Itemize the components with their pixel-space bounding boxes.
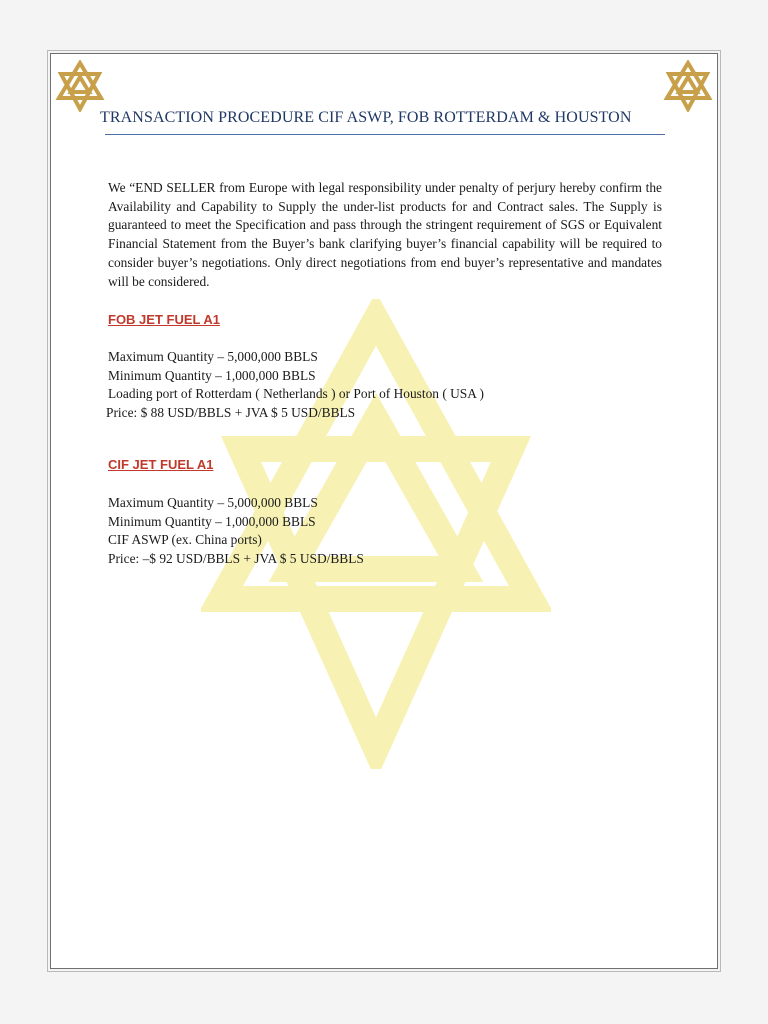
- detail-line: Price: $ 88 USD/BBLS + JVA $ 5 USD/BBLS: [106, 404, 356, 420]
- title-divider: [105, 134, 665, 135]
- detail-line: Minimum Quantity – 1,000,000 BBLS: [108, 367, 316, 383]
- section-details-fob: [108, 348, 484, 422]
- section-details-cif: [108, 494, 364, 568]
- detail-line: CIF ASWP (ex. China ports): [108, 532, 262, 548]
- detail-line: Loading port of Rotterdam ( Netherlands ) or Port of Houston ( USA ): [108, 386, 484, 402]
- detail-line: Minimum Quantity – 1,000,000 BBLS: [108, 513, 316, 529]
- page-title: TRANSACTION PROCEDURE CIF ASWP, FOB ROTTERDAM & HOUSTON: [100, 109, 632, 126]
- intro-paragraph: We “END SELLER from Europe with legal responsibility under penalty of perjury hereby confirm the Availability and Capability to Supply the under-list products for and Contract sales. The Supply is guaranteed to meet the Specification and pass through the stringent requirement of SGS or Equivalent Financial Statement from the Buyer’s bank clarifying buyer’s financial capability will be required to consider buyer’s negotiations. Only direct negotiations from end buyer’s representative and mandates will be considered.: [108, 180, 662, 289]
- gold-triangle-logo-icon: [55, 60, 105, 112]
- gold-triangle-logo-icon: [663, 60, 713, 112]
- detail-line: Maximum Quantity – 5,000,000 BBLS: [108, 349, 318, 364]
- section-heading-fob: FOB JET FUEL A1: [108, 312, 220, 327]
- section-heading-cif: CIF JET FUEL A1: [108, 457, 214, 472]
- detail-line: Maximum Quantity – 5,000,000 BBLS: [108, 495, 318, 510]
- document-page: [50, 53, 718, 969]
- detail-line: Price: –$ 92 USD/BBLS + JVA $ 5 USD/BBLS: [108, 550, 364, 566]
